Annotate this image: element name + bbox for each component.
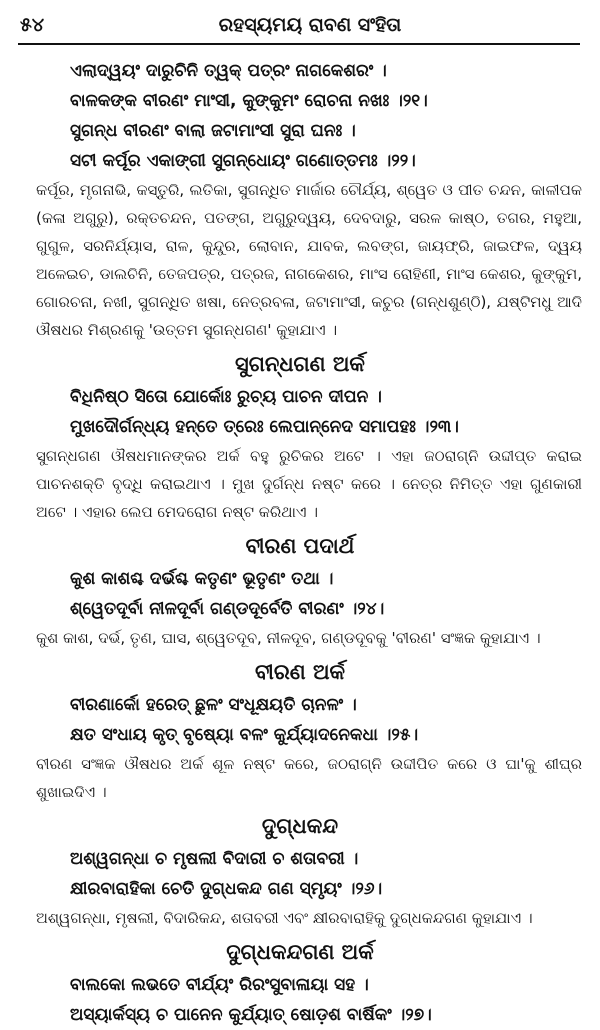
- commentary-paragraph: ସୁଗନ୍ଧଗଣ ଔଷଧମାନଙ୍କର ଅର୍କ ବହୁ ରୁଚିକର ଅଟେ । ଏହା ଜଠରାଗ୍ନି ଉଦ୍ଦୀପ୍ତ କରାଇ ପାଚନଶକ୍ତି ବୃଦ୍ଧି କରାଇଥାଏ । ମୁଖ ଦୁର୍ଗନ୍ଧ ନଷ୍ଟ କରେ । ନେତ୍ର ନିମିତ୍ତ ଏହା ଗୁଣକାରୀ ଅଟେ । ଏହାର ଲେପ ମେଦରୋଗ ନଷ୍ଟ କରିଥାଏ ।: [36, 447, 582, 521]
- commentary-paragraph: ଅଶ୍ୱଗନ୍ଧା, ମୃଷଲୀ, ବିଦାରିକନ୍ଦ, ଶତାବରୀ ଏବଂ କ୍ଷୀରବାରାହିକୁ ଦୁଗ୍ଧକନ୍ଦଗଣ କୁହାଯାଏ ।: [36, 909, 533, 927]
- verse-line: କ୍ଷୀରବାରାହିକା ଚେତି ଦୁଗ୍ଧକନ୍ଦ ଗଣ ସ୍ମୃୟଂ ।୨୬।: [70, 879, 383, 899]
- verse-line: ସଟୀ କର୍ପୂର ଏକାଙ୍ଗୀ ସୁଗନ୍ଧୋୟଂ ଗଣୋତ୍ତମଃ ।୨୨।: [70, 151, 416, 171]
- section-heading: ବୀରଣ ଅର୍କ: [254, 660, 346, 684]
- header-rule: [18, 43, 580, 45]
- verse-line: ଅଶ୍ୱଗନ୍ଧା ଚ ମୃଷଲୀ ବିଦାରୀ ଚ ଶତାବରୀ ।: [70, 849, 359, 869]
- verse-line: ଏଲାଦ୍ୱୟଂ ଦାରୁଚିନି ତ୍ୱକ୍ ପତ୍ରଂ ନାଗକେଶରଂ ।: [70, 61, 387, 81]
- section-heading: ଦୁଗ୍ଧକନ୍ଦ: [261, 814, 339, 838]
- page-number: ୫୪: [20, 14, 45, 36]
- commentary-paragraph: କର୍ପୂର, ମୃଗନାଭି, କସ୍ତୁରି, ଲତିକା, ସୁଗନ୍ଧିତ ମାର୍ଜାର ଚୌର୍ଯ୍ୟ, ଶ୍ୱେତ ଓ ପୀତ ଚନ୍ଦନ, କାଳୀପକ (କଳା ଅଗୁରୁ), ରକ୍ତଚନ୍ଦନ, ପତଙ୍ଗ, ଅଗୁରୁଦ୍ୱୟ, ଦେବଦାରୁ, ସରଳ କାଷ୍ଠ, ତଗର, ମହୁଆ, ଗୁଗୁଳ, ସରନିର୍ଯ୍ୟାସ, ରାଳ, କୁନ୍ଦୁର, ଲୋବାନ, ଯାବକ, ଲବଙ୍ଗ, ଜାୟଫ୍ରି, ଜାଇଫଳ, ଦ୍ୱୟ ଅଳେଇଚ, ଡାଲଚିନି, ତେଜପତ୍ର, ପତ୍ରଜ, ନାଗକେଶର, ମାଂସ ରୋହିଣୀ, ମାଂସ କେଶର, କୁଙ୍କୁମ, ଗୋରଚନା, ନଖୀ, ସୁଗନ୍ଧିତ ଖଷା, ନେତ୍ରବଳା, ଜଟାମାଂସୀ, କଚୁର (ଗନ୍ଧଶୁଣ୍ଠି), ଯଷ୍ଟିମଧୁ ଆଦି ଔଷଧର ମିଶ୍ରଣକୁ 'ଉତ୍ତମ ସୁଗନ୍ଧଗଣ' କୁହାଯାଏ ।: [36, 181, 582, 339]
- verse-line: ବୀରଣାର୍କୋ ହରେତ୍ ଛୁଳଂ ସଂଧୂକ୍ଷୟତି ଚାନଳଂ ।: [70, 695, 357, 715]
- verse-line: ଶ୍ୱେତଦୂର୍ବା ନୀଳଦୂର୍ବା ଗଣ୍ଡଦୂର୍ବେତି ବୀରଣଂ ।୨୪।: [70, 599, 385, 619]
- verse-line: ବାଲକୋ ଲଭତେ ବୀର୍ଯ୍ୟଂ ରିରଂସୁବାଳାୟା ସହ ।: [70, 975, 369, 995]
- verse-line: ଅସ୍ୟାର୍କସ୍ୟ ଚ ପାନେନ କୁର୍ଯ୍ୟାତ୍ ଷୋଡ଼ଶ ବାର୍ଷିକଂ ।୨୭।: [70, 1005, 432, 1025]
- page-header: [0, 2, 600, 44]
- section-heading: ସୁଗନ୍ଧଗଣ ଅର୍କ: [235, 352, 365, 376]
- running-title: ରହସ୍ୟମୟ ରାବଣ ସଂହିତା: [218, 14, 402, 36]
- verse-line: କୁଶ କାଶଶ୍ଚ ଦର୍ଭଶ୍ଚ କତୃଣଂ ଭୂତୃଣଂ ତଥା ।: [70, 569, 334, 589]
- section-heading: ବୀରଣ ପଦାର୍ଥ: [245, 534, 355, 558]
- commentary-paragraph: ବୀରଣ ସଂଜ୍ଞକ ଔଷଧର ଅର୍କ ଶୂଳ ନଷ୍ଟ କରେ, ଜଠରାଗ୍ନି ଉଦ୍ଦୀପିତ କରେ ଓ ଘା'କୁ ଶୀଘ୍ର ଶୁଖାଇଦିଏ ।: [36, 755, 582, 801]
- page-body: [0, 56, 600, 1030]
- verse-line: ବିଧିନିଷ୍ଠ ସିତୋ ଯୋର୍କୋଃ ରୁଚ୍ୟ ପାଚନ ଦୀପନ ।: [70, 387, 382, 407]
- verse-line: କ୍ଷତ ସଂଧାୟ କୃତ୍ ବୃଷ୍ୟୋ ବଳଂ କୁର୍ଯ୍ୟାଦନେକଧା ।୨୫।: [70, 725, 419, 745]
- verse-line: ବାଳକଙ୍କ ବୀରଣଂ ମାଂସୀ, କୁଙ୍କୁମଂ ରୋଚନା ନଖଃ ।୨୧।: [70, 91, 428, 111]
- verse-line: ସୁଗନ୍ଧ ବୀରଣଂ ବାଲା ଜଟାମାଂସୀ ସୁରା ଘନଃ ।: [70, 121, 356, 141]
- section-heading: ଦୁଗ୍ଧକନ୍ଦଗଣ ଅର୍କ: [226, 940, 374, 964]
- verse-line: ମୁଖଦୌର୍ଗନ୍ଧ୍ୟ ହନ୍ତେ ତ୍ରେଃ ଲେପାନ୍ନେଦ ସମାପହଃ ।୨୩।: [70, 417, 459, 437]
- commentary-paragraph: କୁଶ କାଶ, ଦର୍ଭ, ତୃଣ, ଘାସ, ଶ୍ୱେତଦୂବ, ନୀଳଦୂବ, ଗଣ୍ଡଦୂବକୁ 'ବୀରଣ' ସଂଜ୍ଞକ କୁହାଯାଏ ।: [36, 629, 541, 647]
